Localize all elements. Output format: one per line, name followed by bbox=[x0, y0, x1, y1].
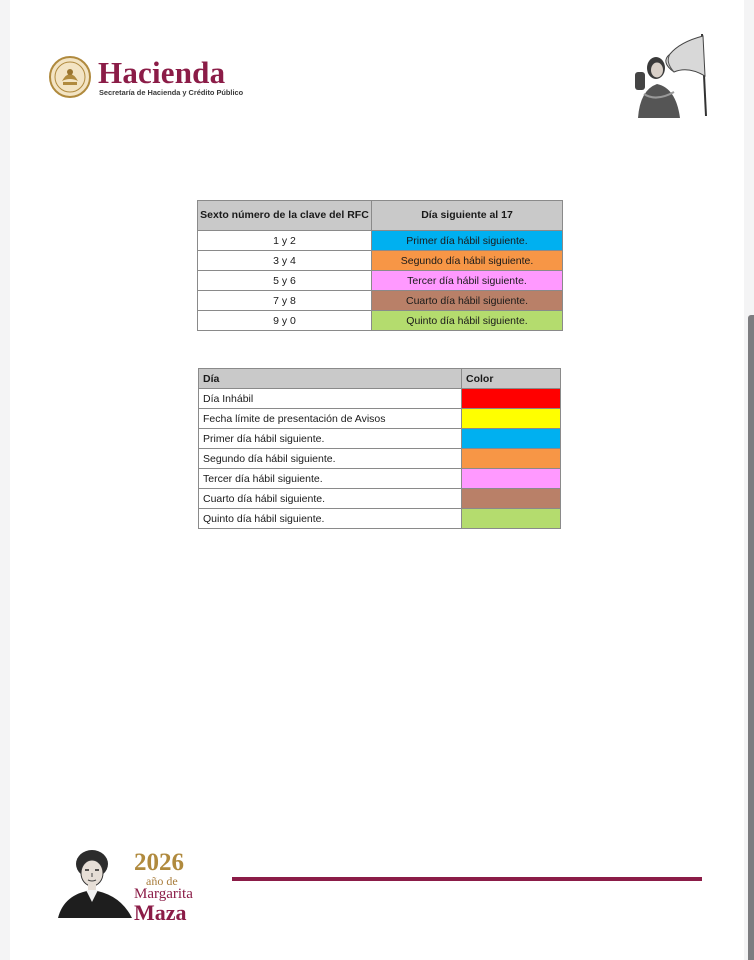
legend-label-cell: Quinto día hábil siguiente. bbox=[199, 509, 462, 529]
footer-divider bbox=[232, 877, 702, 881]
table-row bbox=[198, 251, 563, 271]
legend-label-cell: Primer día hábil siguiente. bbox=[199, 429, 462, 449]
rfc-digits-cell: 9 y 0 bbox=[198, 311, 372, 331]
table-row bbox=[199, 509, 561, 529]
legend-label-cell: Cuarto día hábil siguiente. bbox=[199, 489, 462, 509]
table-row bbox=[199, 489, 561, 509]
rfc-digits-cell: 5 y 6 bbox=[198, 271, 372, 291]
flag-bearer-illustration bbox=[630, 32, 712, 118]
day-cell: Primer día hábil siguiente. bbox=[372, 231, 563, 251]
legend-swatch-cell bbox=[462, 509, 561, 529]
footer-name-last: Maza bbox=[134, 900, 187, 925]
document-page bbox=[10, 0, 744, 960]
day-cell: Segundo día hábil siguiente. bbox=[372, 251, 563, 271]
table-row bbox=[199, 389, 561, 409]
coat-of-arms-icon bbox=[48, 55, 92, 99]
footer-de: año de bbox=[146, 874, 178, 888]
column-header-dia: Día bbox=[199, 369, 462, 389]
legend-swatch-cell bbox=[462, 429, 561, 449]
rfc-digits-cell: 7 y 8 bbox=[198, 291, 372, 311]
legend-label-cell: Segundo día hábil siguiente. bbox=[199, 449, 462, 469]
day-cell: Cuarto día hábil siguiente. bbox=[372, 291, 563, 311]
column-header-color: Color bbox=[462, 369, 561, 389]
legend-swatch-cell bbox=[462, 409, 561, 429]
day-cell: Tercer día hábil siguiente. bbox=[372, 271, 563, 291]
day-cell: Quinto día hábil siguiente. bbox=[372, 311, 563, 331]
legend-swatch-cell bbox=[462, 489, 561, 509]
table-row bbox=[199, 469, 561, 489]
footer-year: 2026 bbox=[134, 849, 184, 876]
scrollbar[interactable] bbox=[748, 315, 754, 960]
table-row bbox=[199, 429, 561, 449]
hacienda-logo bbox=[48, 55, 248, 101]
table-row bbox=[198, 271, 563, 291]
table-header-row bbox=[198, 201, 563, 231]
brand-subtitle: Secretaría de Hacienda y Crédito Público bbox=[99, 88, 244, 97]
rfc-digits-cell: 3 y 4 bbox=[198, 251, 372, 271]
legend-swatch-cell bbox=[462, 449, 561, 469]
table-row bbox=[198, 231, 563, 251]
table-row bbox=[198, 311, 563, 331]
legend-label-cell: Fecha límite de presentación de Avisos bbox=[199, 409, 462, 429]
rfc-schedule-table bbox=[197, 200, 563, 331]
legend-label-cell: Tercer día hábil siguiente. bbox=[199, 469, 462, 489]
year-emblem bbox=[134, 850, 214, 924]
table-header-row bbox=[199, 369, 561, 389]
rfc-digits-cell: 1 y 2 bbox=[198, 231, 372, 251]
column-header-day: Día siguiente al 17 bbox=[372, 201, 563, 231]
brand-name: Hacienda bbox=[98, 55, 226, 90]
legend-label-cell: Día Inhábil bbox=[199, 389, 462, 409]
table-row bbox=[199, 409, 561, 429]
margarita-maza-portrait bbox=[56, 846, 134, 918]
table-row bbox=[198, 291, 563, 311]
legend-swatch-cell bbox=[462, 469, 561, 489]
color-legend-table bbox=[198, 368, 561, 529]
table-row bbox=[199, 449, 561, 469]
footer-name-first: Margarita bbox=[134, 886, 193, 902]
column-header-rfc: Sexto número de la clave del RFC bbox=[198, 201, 372, 231]
legend-swatch-cell bbox=[462, 389, 561, 409]
